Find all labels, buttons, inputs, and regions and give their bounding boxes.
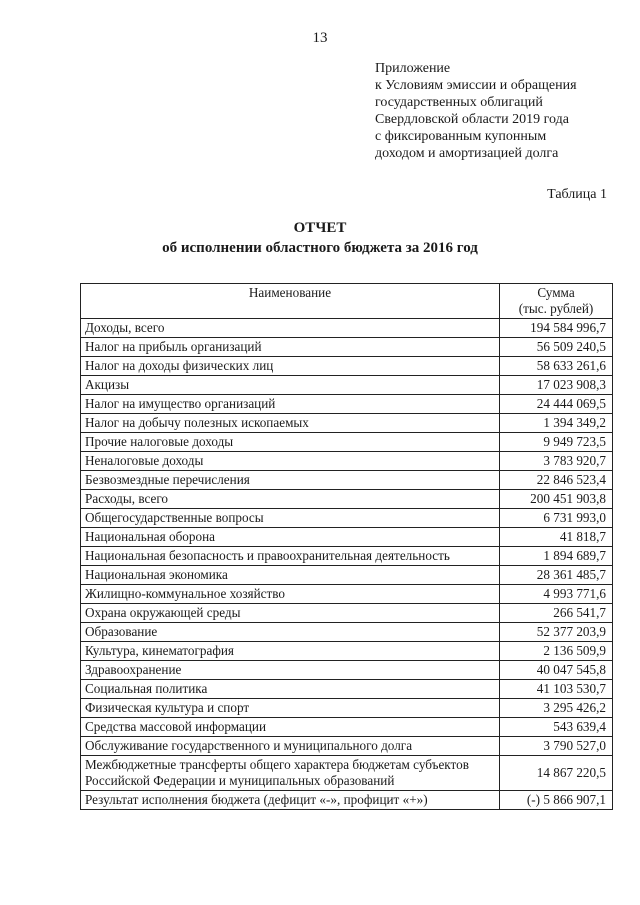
row-value: 200 451 903,8: [500, 490, 613, 509]
row-name: Социальная политика: [81, 680, 500, 699]
row-value: 40 047 545,8: [500, 661, 613, 680]
table-row: [81, 791, 613, 810]
table-row: [81, 452, 613, 471]
budget-table: [80, 283, 613, 810]
row-value: 14 867 220,5: [500, 756, 613, 791]
appendix-line: к Условиям эмиссии и обращения: [375, 78, 577, 93]
row-value: 266 541,7: [500, 604, 613, 623]
table-row: [81, 338, 613, 357]
appendix-line: государственных облигаций: [375, 95, 543, 110]
row-value: 52 377 203,9: [500, 623, 613, 642]
table-row: [81, 642, 613, 661]
row-name: Доходы, всего: [81, 319, 500, 338]
row-value: 194 584 996,7: [500, 319, 613, 338]
row-name: Физическая культура и спорт: [81, 699, 500, 718]
report-title: ОТЧЕТ: [293, 220, 347, 236]
row-value: 24 444 069,5: [500, 395, 613, 414]
row-name: Культура, кинематография: [81, 642, 500, 661]
row-name: Налог на прибыль организаций: [81, 338, 500, 357]
header-sum: [500, 284, 613, 319]
page-number: 13: [312, 30, 328, 46]
row-value: 41 818,7: [500, 528, 613, 547]
row-value: 3 790 527,0: [500, 737, 613, 756]
row-value: 28 361 485,7: [500, 566, 613, 585]
table-row: [81, 414, 613, 433]
row-value: 56 509 240,5: [500, 338, 613, 357]
header-sum-title: Сумма: [537, 285, 575, 300]
table-row: [81, 433, 613, 452]
row-value: 1 894 689,7: [500, 547, 613, 566]
appendix-line: Свердловской области 2019 года: [375, 112, 569, 127]
row-value: 17 023 908,3: [500, 376, 613, 395]
row-value: 543 639,4: [500, 718, 613, 737]
table-row: [81, 528, 613, 547]
row-name: Результат исполнения бюджета (дефицит «-», профицит «+»): [81, 791, 500, 810]
row-name: Налог на имущество организаций: [81, 395, 500, 414]
table-row: [81, 623, 613, 642]
table-row: [81, 471, 613, 490]
row-value: 9 949 723,5: [500, 433, 613, 452]
row-value: 58 633 261,6: [500, 357, 613, 376]
table-body: [81, 319, 613, 810]
row-name: Средства массовой информации: [81, 718, 500, 737]
table-row: [81, 661, 613, 680]
row-name: Национальная экономика: [81, 566, 500, 585]
row-name: Жилищно-коммунальное хозяйство: [81, 585, 500, 604]
appendix-line: с фиксированным купонным: [375, 129, 547, 144]
row-name: Охрана окружающей среды: [81, 604, 500, 623]
row-value: 22 846 523,4: [500, 471, 613, 490]
row-name: Акцизы: [81, 376, 500, 395]
row-name: Национальная оборона: [81, 528, 500, 547]
row-name: Прочие налоговые доходы: [81, 433, 500, 452]
table-row: [81, 604, 613, 623]
row-value: 3 783 920,7: [500, 452, 613, 471]
row-value: 1 394 349,2: [500, 414, 613, 433]
row-name: Межбюджетные трансферты общего характера бюджетам субъектов Российской Федерации и муниципальных образований: [81, 756, 500, 791]
table-row: [81, 737, 613, 756]
row-value: 41 103 530,7: [500, 680, 613, 699]
table-row: [81, 376, 613, 395]
row-name: Безвозмездные перечисления: [81, 471, 500, 490]
table-row: [81, 566, 613, 585]
table-row: [81, 509, 613, 528]
report-heading: [0, 218, 640, 258]
table-row: [81, 699, 613, 718]
row-name: Обслуживание государственного и муниципального долга: [81, 737, 500, 756]
row-name: Неналоговые доходы: [81, 452, 500, 471]
row-name: Национальная безопасность и правоохранительная деятельность: [81, 547, 500, 566]
appendix-note: [375, 60, 577, 162]
row-name: Расходы, всего: [81, 490, 500, 509]
row-value: 2 136 509,9: [500, 642, 613, 661]
table-row: [81, 395, 613, 414]
table-row: [81, 585, 613, 604]
table-label: Таблица 1: [547, 187, 607, 202]
report-subtitle: об исполнении областного бюджета за 2016 год: [162, 240, 478, 256]
row-value: 6 731 993,0: [500, 509, 613, 528]
row-name: Здравоохранение: [81, 661, 500, 680]
row-name: Общегосударственные вопросы: [81, 509, 500, 528]
row-value: (-) 5 866 907,1: [500, 791, 613, 810]
table-header-row: [81, 284, 613, 319]
header-name: Наименование: [81, 284, 500, 319]
table-row: [81, 718, 613, 737]
table-row: [81, 319, 613, 338]
row-value: 3 295 426,2: [500, 699, 613, 718]
header-sum-unit: (тыс. рублей): [518, 301, 594, 316]
row-value: 4 993 771,6: [500, 585, 613, 604]
table-row: [81, 680, 613, 699]
row-name: Образование: [81, 623, 500, 642]
table-row: [81, 490, 613, 509]
table-row: [81, 547, 613, 566]
table-row: [81, 357, 613, 376]
table-row: [81, 756, 613, 791]
row-name: Налог на добычу полезных ископаемых: [81, 414, 500, 433]
appendix-line: доходом и амортизацией долга: [375, 146, 559, 161]
row-name: Налог на доходы физических лиц: [81, 357, 500, 376]
appendix-line: Приложение: [375, 61, 451, 76]
